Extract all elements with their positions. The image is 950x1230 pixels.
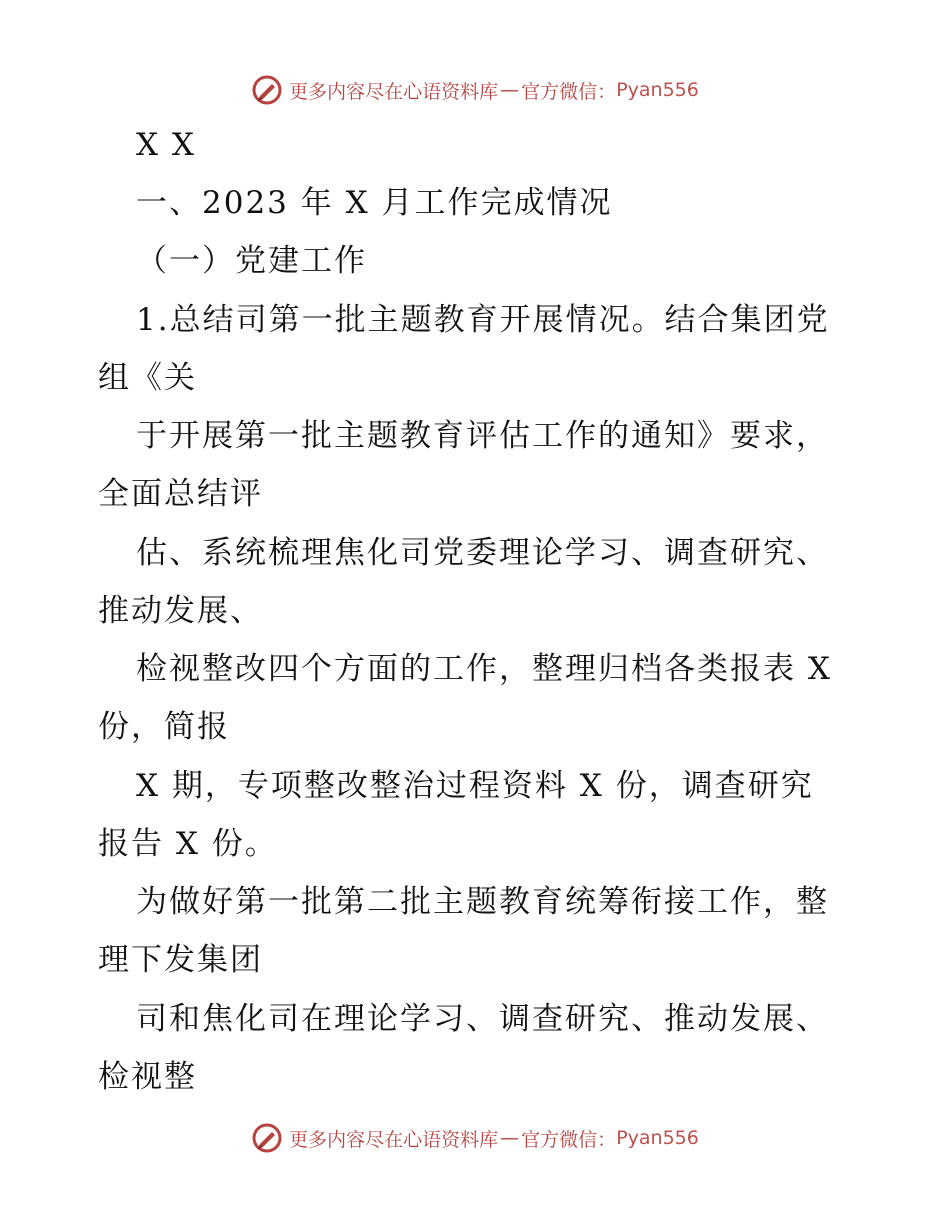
doc-line: 理下发集团 xyxy=(98,942,263,978)
doc-line-subsection-heading: （一）党建工作 xyxy=(136,243,367,279)
doc-line-title: X X xyxy=(136,127,196,163)
doc-line: 报告 X 份。 xyxy=(98,826,278,862)
doc-line: 检视整改四个方面的工作，整理归档各类报表 X xyxy=(136,651,832,687)
doc-line: 推动发展、 xyxy=(98,593,263,629)
watermark-brand: 更多内容尽在心语资料库 xyxy=(289,1128,499,1151)
doc-line: 为做好第一批第二批主题教育统筹衔接工作，整 xyxy=(136,884,829,920)
watermark-separator: — xyxy=(500,79,520,101)
pen-logo-icon xyxy=(251,1122,283,1154)
watermark-label: 官方微信： xyxy=(521,80,617,103)
doc-line: X 期，专项整改整治过程资料 X 份，调查研究 xyxy=(136,768,814,804)
doc-line-section-heading: 一、2023 年 X 月工作完成情况 xyxy=(136,185,613,221)
pen-logo-icon xyxy=(251,74,283,106)
watermark-brand: 更多内容尽在心语资料库 xyxy=(289,80,499,103)
watermark-label: 官方微信： xyxy=(521,1128,617,1151)
doc-line: 检视整 xyxy=(98,1059,197,1095)
doc-line: 估、系统梳理焦化司党委理论学习、调查研究、 xyxy=(136,535,829,571)
doc-line: 组《关 xyxy=(98,360,197,396)
watermark-id: Pyan556 xyxy=(616,79,699,101)
header-watermark xyxy=(0,70,950,110)
doc-line: 全面总结评 xyxy=(98,476,263,512)
doc-line: 1.总结司第一批主题教育开展情况。结合集团党 xyxy=(136,302,830,338)
footer-watermark xyxy=(0,1118,950,1158)
doc-line: 司和焦化司在理论学习、调查研究、推动发展、 xyxy=(136,1001,829,1037)
doc-line: 于开展第一批主题教育评估工作的通知》要求， xyxy=(136,418,829,454)
watermark-id: Pyan556 xyxy=(616,1127,699,1149)
doc-line: 份，简报 xyxy=(98,709,230,745)
watermark-separator: — xyxy=(500,1127,520,1149)
